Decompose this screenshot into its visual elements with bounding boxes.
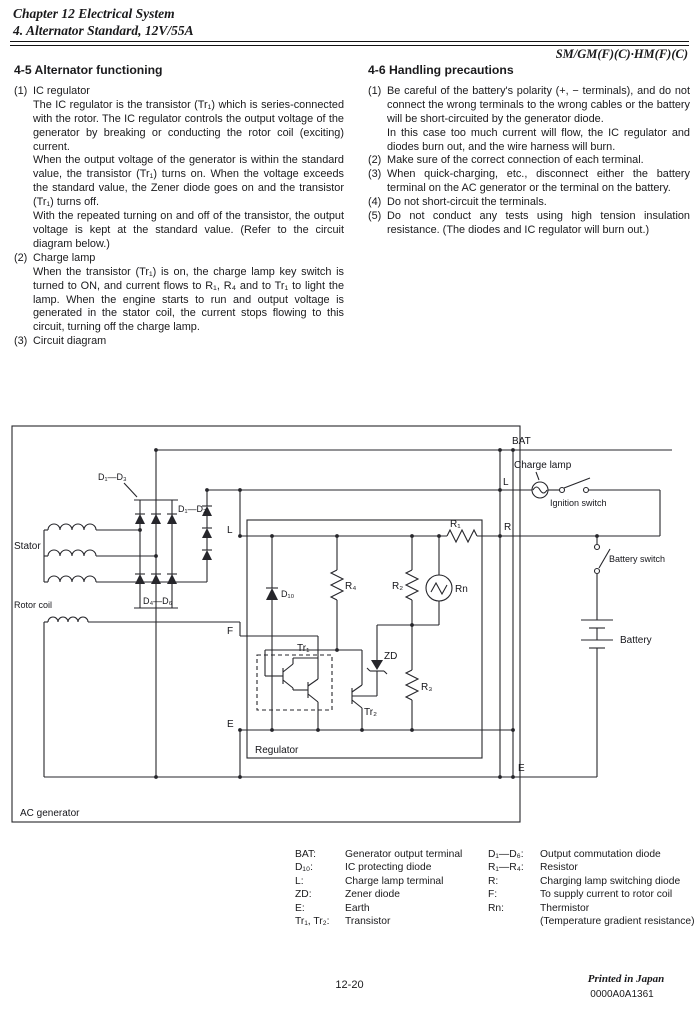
legend-row — [488, 875, 696, 888]
label-terminal-e: E — [227, 719, 234, 730]
paragraph: Make sure of the correct connection of each terminal. — [387, 154, 644, 167]
legend-desc: Output commutation diode — [540, 849, 661, 860]
legend-term: D₁₀: — [295, 862, 314, 874]
list-item — [14, 335, 344, 349]
legend-term: R: — [488, 875, 499, 887]
legend-desc: Resistor — [540, 862, 578, 874]
list-item — [14, 85, 344, 252]
right-column — [368, 64, 690, 238]
label-ac-generator: AC generator — [20, 808, 80, 819]
label-r2: R₂ — [392, 581, 404, 592]
item-number: (2) — [14, 251, 28, 264]
legend-left-column — [295, 848, 487, 928]
paragraph: The IC regulator is the transistor (Tr₁) which is series-connected with the rotor. The IC regulator controls the output voltage of the generator by breaking or conducting the rotor coil (exciting) current. — [33, 98, 344, 153]
label-rn: Rn — [455, 584, 468, 595]
label-battery-switch: Battery switch — [609, 554, 666, 564]
legend-term: R₁—R₄: — [488, 862, 524, 874]
section-title-4-6: 4-6 Handling precautions — [368, 63, 514, 77]
paragraph: Be careful of the battery's polarity (+, − terminals), and do not connect the wrong terminals to the wrong cables or the battery will be short-circuited by the generator diode. — [387, 84, 690, 125]
paragraph: Do not conduct any tests using high tension insulation resistance. (The diodes and IC regulator will burn out.) — [387, 210, 690, 236]
item-label: IC regulator — [33, 84, 90, 97]
legend-row — [295, 875, 487, 888]
legend-desc: Charge lamp terminal — [345, 875, 444, 887]
section-title-4-5: 4-5 Alternator functioning — [14, 63, 163, 77]
legend-term: E: — [295, 902, 305, 914]
label-r1: R₁ — [450, 519, 461, 530]
legend-row — [295, 888, 487, 901]
page-number: 12-20 — [335, 979, 364, 991]
list-item — [368, 85, 690, 155]
legend-row — [488, 861, 696, 874]
chapter-title: Chapter 12 Electrical System — [13, 6, 175, 21]
legend-term: BAT: — [295, 849, 316, 860]
list-item — [14, 252, 344, 335]
label-r3: R₃ — [421, 682, 433, 693]
label-d1-d3-b: D₁—D₃ — [178, 504, 207, 514]
label-rotor-coil: Rotor coil — [14, 600, 53, 610]
paragraph: Do not short-circuit the terminals. — [387, 196, 547, 209]
label-l-external: L — [503, 477, 509, 488]
legend-row — [295, 902, 487, 915]
circuit-diagram — [0, 418, 699, 848]
legend-desc: Generator output terminal — [345, 849, 463, 860]
item-number: (2) — [368, 154, 382, 167]
label-bat-terminal: BAT — [512, 436, 531, 447]
legend-desc: Charging lamp switching diode — [540, 875, 681, 887]
legend-term: Rn: — [488, 902, 505, 914]
item-number: (3) — [368, 168, 382, 181]
legend-desc-line2: (Temperature gradient resistance) — [540, 916, 695, 928]
item-label: Charge lamp — [33, 251, 96, 264]
legend-term: D₁—D₆: — [488, 849, 524, 860]
legend-row — [488, 848, 696, 861]
legend-row — [488, 888, 696, 901]
legend-desc: Transistor — [345, 916, 391, 928]
label-d10: D₁₀ — [281, 589, 295, 599]
legend-desc: To supply current to rotor coil — [540, 889, 673, 901]
legend-desc: IC protecting diode — [345, 862, 432, 874]
model-code: SM/GM(F)(C)·HM(F)(C) — [555, 47, 688, 61]
label-terminal-f: F — [227, 626, 234, 637]
label-e-external: E — [518, 763, 525, 774]
label-tr1: Tr₁ — [297, 643, 310, 654]
legend-right-column — [488, 848, 696, 928]
legend-desc — [540, 902, 695, 929]
paragraph: When quick-charging, etc., disconnect either the battery terminal on the AC generator or the terminal on the battery. — [387, 168, 690, 195]
legend-row — [295, 861, 487, 874]
wiring — [12, 426, 672, 822]
label-stator: Stator — [14, 541, 41, 552]
item-number: (1) — [368, 84, 382, 97]
item-number: (1) — [14, 84, 28, 97]
legend-row — [295, 848, 487, 861]
label-ignition-switch: Ignition switch — [550, 498, 607, 508]
legend-term: ZD: — [295, 889, 312, 901]
item-number: (3) — [14, 335, 28, 348]
legend-desc: Zener diode — [345, 889, 400, 901]
label-battery: Battery — [620, 635, 652, 646]
header-rule — [10, 41, 689, 46]
list-item — [368, 168, 690, 196]
label-tr2: Tr₂ — [364, 707, 377, 718]
print-code: 0000A0A1361 — [590, 989, 654, 1000]
paragraph: When the transistor (Tr₁) is on, the charge lamp key switch is turned to ON, and current flows to R₁, R₄ and to Tr₁ to light the lamp. When the engine starts to run and output voltage is generated in the stator coil, the current stops flowing to this circuit, turning off the charge lamp. — [33, 265, 344, 334]
item-number: (5) — [368, 210, 382, 223]
legend-desc: Earth — [345, 902, 370, 914]
label-charge-lamp: Charge lamp — [514, 460, 572, 471]
legend-row — [295, 915, 487, 928]
list-item — [368, 210, 690, 238]
legend-term: L: — [295, 875, 304, 887]
paragraph: In this case too much current will flow, the IC regulator and diodes burn out, and the wire harness will burn. — [387, 126, 690, 153]
legend-row — [488, 902, 696, 929]
legend-desc-line1: Thermistor — [540, 902, 590, 914]
label-d4-d6: D₄—D₆ — [143, 596, 173, 606]
label-terminal-l: L — [227, 525, 233, 536]
printed-in-japan: Printed in Japan — [587, 973, 665, 985]
left-column — [14, 64, 344, 349]
label-r4: R₄ — [345, 581, 357, 592]
paragraph: When the output voltage of the generator is within the standard value, the transistor (Tr₁) turns on. When the voltage exceeds the standard value, the Zener diode goes on and the transistor (Tr₁) turns off. — [33, 154, 344, 209]
label-zd: ZD — [384, 651, 398, 662]
item-number: (4) — [368, 196, 382, 209]
paragraph: With the repeated turning on and off of the transistor, the output voltage is kept at the standard value. (Refer to the circuit diagram below.) — [33, 210, 344, 250]
list-item — [368, 196, 690, 210]
section-subtitle: 4. Alternator Standard, 12V/55A — [13, 23, 194, 38]
label-d1-d3-a: D₁—D₃ — [98, 472, 127, 482]
legend-term: Tr₁, Tr₂: — [295, 916, 330, 928]
item-label: Circuit diagram — [33, 335, 107, 348]
legend-term: F: — [488, 889, 498, 901]
label-r-terminal: R — [504, 522, 512, 533]
label-regulator: Regulator — [255, 745, 299, 756]
list-item — [368, 154, 690, 168]
